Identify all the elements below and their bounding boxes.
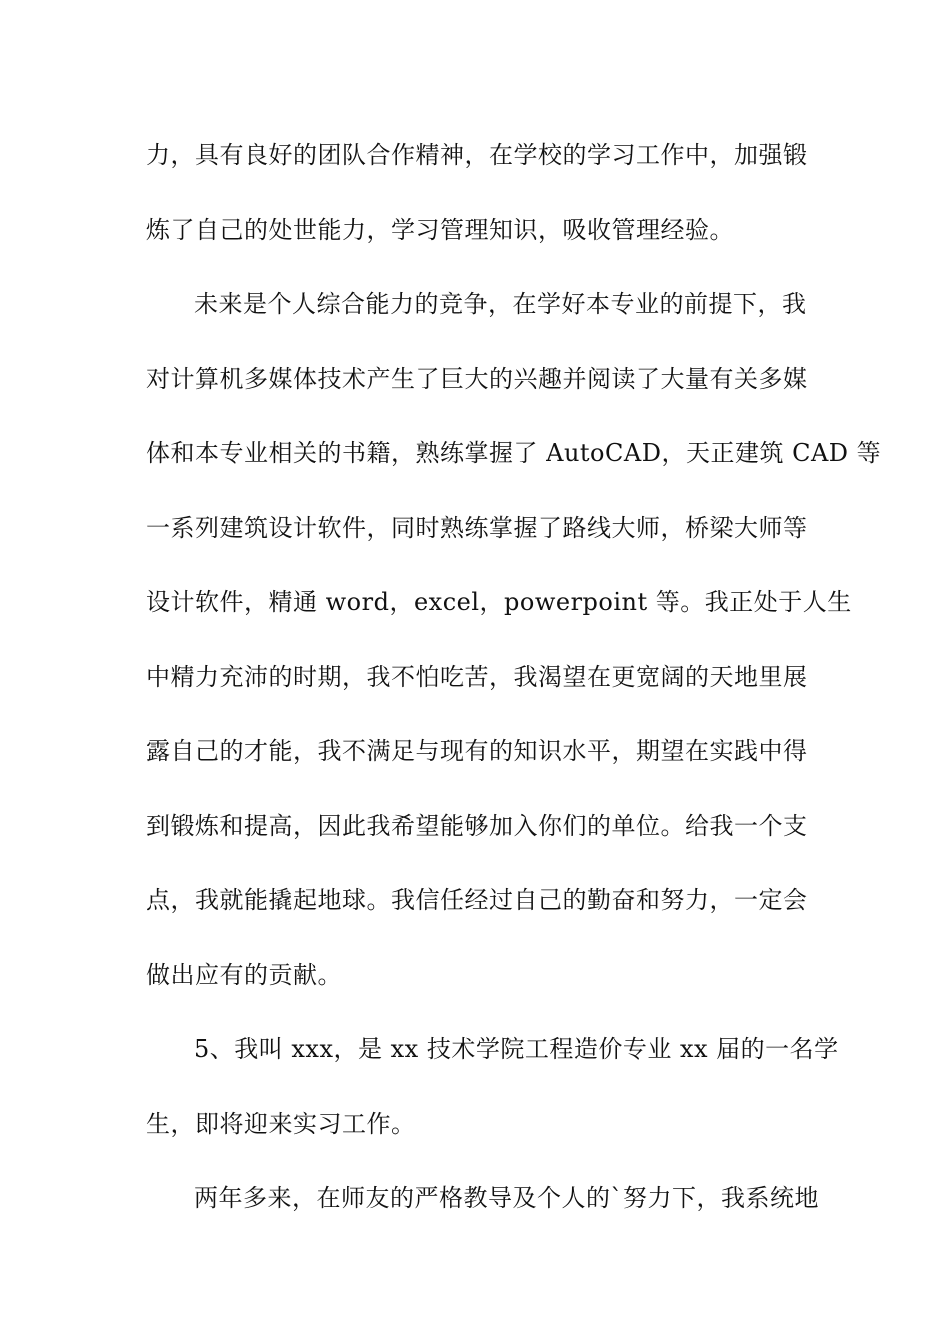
text-line: 做出应有的贡献。 [146,960,342,989]
document-body [146,130,882,1248]
text-line: 力，具有良好的团队合作精神，在学校的学习工作中，加强锻 [146,141,808,169]
text-line: 设计软件，精通 word，excel，powerpoint 等。我正处于人生 [146,588,852,616]
text-line: 体和本专业相关的书籍，熟练掌握了 AutoCAD，天正建筑 CAD 等 [146,439,882,467]
paragraph-start-line: 5、我叫 xxx，是 xx 技术学院工程造价专业 xx 届的一名学 [194,1035,839,1063]
text-line: 到锻炼和提高，因此我希望能够加入你们的单位。给我一个支 [146,811,808,840]
paragraph-start-line: 未来是个人综合能力的竞争，在学好本专业的前提下，我 [194,290,807,318]
text-line: 露自己的才能，我不满足与现有的知识水平，期望在实践中得 [146,737,808,765]
text-line: 生，即将迎来实习工作。 [146,1109,416,1138]
text-line: 点，我就能撬起地球。我信任经过自己的勤奋和努力，一定会 [146,886,808,914]
paragraph-start-line: 两年多来，在师友的严格教导及个人的`努力下，我系统地 [194,1184,819,1212]
text-line: 对计算机多媒体技术产生了巨大的兴趣并阅读了大量有关多媒 [146,364,808,393]
text-line: 炼了自己的处世能力，学习管理知识，吸收管理经验。 [146,215,734,244]
text-line: 中精力充沛的时期，我不怕吃苦，我渴望在更宽阔的天地里展 [146,662,808,691]
text-line: 一系列建筑设计软件，同时熟练掌握了路线大师，桥梁大师等 [146,513,808,542]
